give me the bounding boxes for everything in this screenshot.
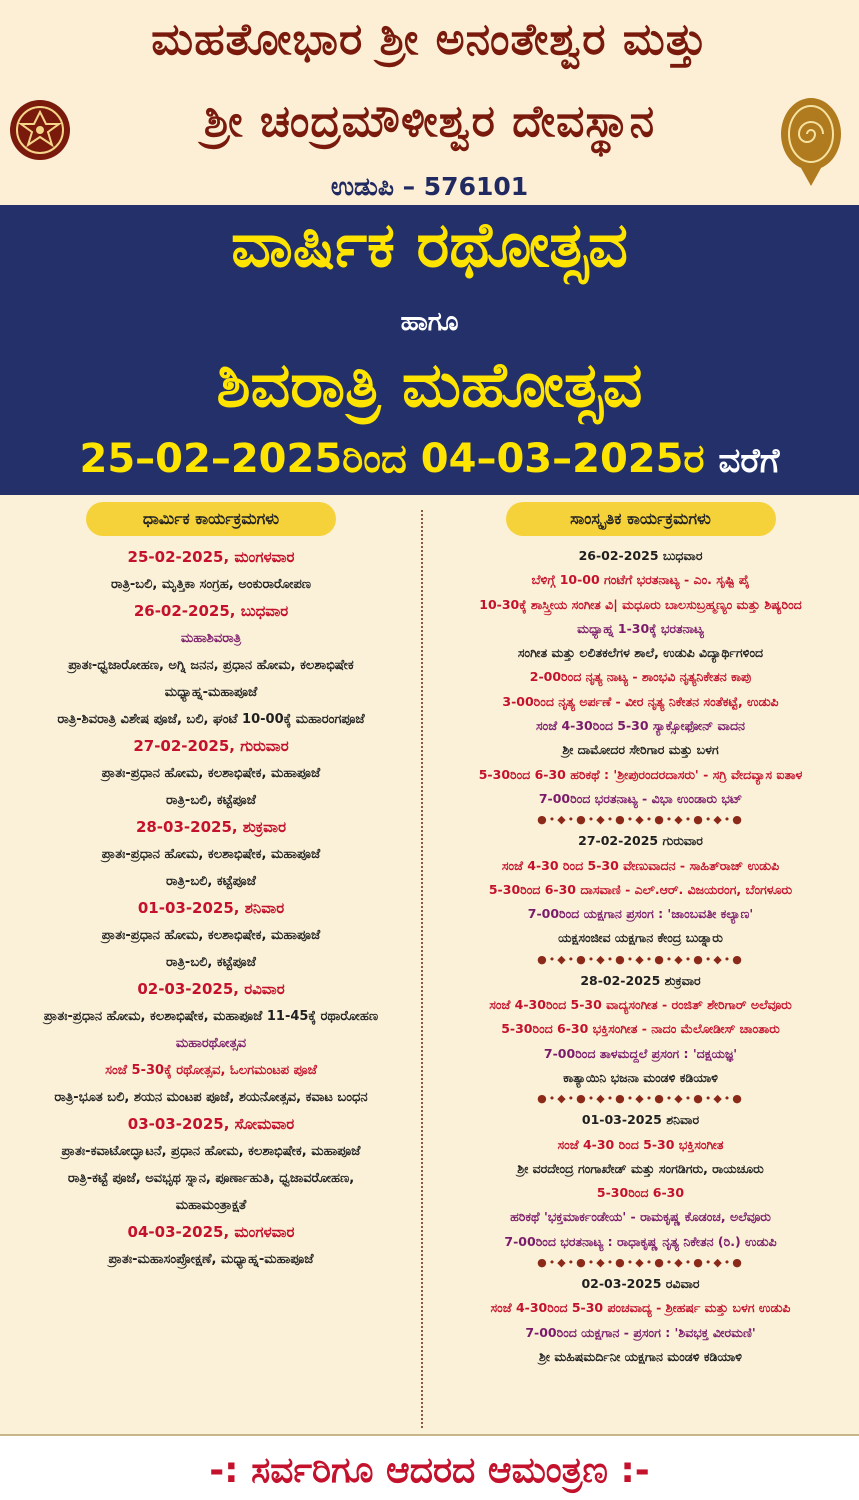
- date-range-text: 25–02–2025ರಿಂದ 04–03–2025ರ: [79, 436, 705, 482]
- schedule-date: 28-03-2025, ಶುಕ್ರವಾರ: [135, 818, 287, 836]
- day-divider: ●•◆•●•◆•●•◆•●•◆•●•◆•●: [537, 813, 744, 827]
- schedule-entry: ಪ್ರಾತಃ-ಪ್ರಧಾನ ಹೋಮ, ಕಲಶಾಭಿಷೇಕ, ಮಹಾಪೂಜೆ: [101, 766, 321, 781]
- schedule-entry: 3-00ರಿಂದ ನೃತ್ಯ ಅರ್ಪಣೆ - ವೀರ ನೃತ್ಯ ನಿಕೇತನ ಸಂತೆಕಟ್ಟೆ, ಉಡುಪಿ: [502, 693, 779, 709]
- schedule-entry: 5-30ರಿಂದ 6-30 ಹರಿಕಥೆ : 'ಶ್ರೀಪುರಂದರದಾಸರು' - ಸಗ್ರಿ ವೇದವ್ಯಾಸ ಐತಾಳ: [478, 766, 803, 782]
- schedule-entry: ಸಂಜೆ 4-30ರಿಂದ 5-30 ಪಂಚವಾದ್ಯ - ಶ್ರೀಹರ್ಷ ಮತ್ತು ಬಳಗ ಉಡುಪಿ: [490, 1300, 791, 1316]
- schedule-entry: ರಾತ್ರಿ-ಬಲಿ, ಮೃತ್ತಿಕಾ ಸಂಗ್ರಹ, ಅಂಕುರಾರೋಪಣ: [111, 577, 311, 592]
- schedule-entry: ಪ್ರಾತಃ-ಪ್ರಧಾನ ಹೋಮ, ಕಲಶಾಭಿಷೇಕ, ಮಹಾಪೂಜೆ 11-45ಕ್ಕೆ ರಥಾರೋಹಣ: [43, 1009, 379, 1024]
- schedule-date: 27-02-2025, ಗುರುವಾರ: [133, 737, 289, 755]
- schedule-entry: ರಾತ್ರಿ-ಕಟ್ಟೆ ಪೂಜೆ, ಅವಭೃಥ ಸ್ನಾನ, ಪೂರ್ಣಾಹುತಿ, ಧ್ವಜಾವರೋಹಣ,: [67, 1171, 355, 1186]
- schedule-entry: ಮಹಾಶಿವರಾತ್ರಿ: [180, 631, 242, 646]
- schedule-date: 27-02-2025 ಗುರುವಾರ: [578, 833, 703, 849]
- city-pincode: ಉಡುಪಿ – 576101: [330, 172, 529, 201]
- schedule-date: 01-03-2025 ಶನಿವಾರ: [581, 1112, 700, 1128]
- invitation-footer: [0, 1434, 859, 1500]
- schedule-entry: ಪ್ರಾತಃ-ಕವಾಟೋದ್ಘಾಟನೆ, ಪ್ರಧಾನ ಹೋಮ, ಕಲಶಾಭಿಷೇಕ, ಮಹಾಪೂಜೆ: [61, 1144, 361, 1159]
- schedule-entry: ಶ್ರೀ ದಾಮೋದರ ಸೇರಿಗಾರ ಮತ್ತು ಬಳಗ: [562, 742, 719, 758]
- schedule-entry: ಕಾತ್ಯಾಯಿನಿ ಭಜನಾ ಮಂಡಳಿ ಕಡಿಯಾಳಿ: [563, 1069, 718, 1085]
- schedule-entry: ಪ್ರಾತಃ-ಮಹಾಸಂಪ್ರೋಕ್ಷಣೆ, ಮಧ್ಯಾಹ್ನ-ಮಹಾಪೂಜೆ: [108, 1252, 314, 1267]
- schedule-entry: ಸಂಜೆ 4-30ರಿಂದ 5-30 ವಾದ್ಯಸಂಗೀತ - ರಂಜಿತ್ ಶೇರಿಗಾರ್ ಅಲೆವೂರು: [489, 997, 792, 1013]
- schedule-date: 26-02-2025, ಬುಧವಾರ: [133, 602, 289, 620]
- schedule-entry: ಮಹಾಮಂತ್ರಾಕ್ಷತೆ: [175, 1198, 247, 1213]
- schedule-entry: ಬೆಳಿಗ್ಗೆ 10-00 ಗಂಟೆಗೆ ಭರತನಾಟ್ಯ - ಎಂ. ಸೃಷ್ಟಿ ಪೈ: [531, 572, 750, 588]
- schedule-entry: 7-00ರಿಂದ ಭರತನಾಟ್ಯ : ರಾಧಾಕೃಷ್ಣ ನೃತ್ಯ ನಿಕೇತನ (ರಿ.) ಉಡುಪಿ: [504, 1233, 777, 1249]
- schedule-entry: ಪ್ರಾತಃ-ಪ್ರಧಾನ ಹೋಮ, ಕಲಶಾಭಿಷೇಕ, ಮಹಾಪೂಜೆ: [101, 847, 321, 862]
- schedule-entry: ಸಂಜೆ 4-30 ರಿಂದ 5-30 ವೇಣುವಾದನ - ಸಾಹಿತ್‌ರಾಜ್ ಉಡುಪಿ: [501, 857, 780, 873]
- schedule-date: 01-03-2025, ಶನಿವಾರ: [137, 899, 285, 917]
- temple-name-line1: ಮಹತೋಭಾರ ಶ್ರೀ ಅನಂತೇಶ್ವರ ಮತ್ತು: [151, 14, 708, 65]
- schedule-date: 04-03-2025, ಮಂಗಳವಾರ: [127, 1223, 295, 1241]
- temple-name-line2: ಶ್ರೀ ಚಂದ್ರಮೌಳೀಶ್ವರ ದೇವಸ್ಥಾನ: [203, 96, 656, 147]
- day-divider: ●•◆•●•◆•●•◆•●•◆•●•◆•●: [537, 1092, 744, 1106]
- schedule-entry: ಮಧ್ಯಾಹ್ನ 1-30ಕ್ಕೆ ಭರತನಾಟ್ಯ: [577, 620, 704, 636]
- banner-date-range: [0, 436, 859, 482]
- religious-programs-column: [6, 502, 416, 1434]
- schedule-entry: ಯಕ್ಷಸಂಜೀವ ಯಕ್ಷಗಾನ ಕೇಂದ್ರ ಬುಡ್ನಾರು: [558, 930, 723, 946]
- schedule-entry: ರಾತ್ರಿ-ಬಲಿ, ಕಟ್ಟೆಪೂಜೆ: [166, 955, 256, 970]
- schedule-entry: 7-00ರಿಂದ ಯಕ್ಷಗಾನ - ಪ್ರಸಂಗ : 'ಶಿವಭಕ್ತ ವೀರಮಣಿ': [525, 1324, 756, 1340]
- schedule-entry: 7-00ರಿಂದ ತಾಳಮದ್ದಲೆ ಪ್ರಸಂಗ : 'ದಕ್ಷಯಜ್ಞ': [543, 1045, 738, 1061]
- schedule-date: 02-03-2025 ರವಿವಾರ: [581, 1276, 700, 1292]
- temple-header: [0, 0, 859, 205]
- cultural-programs-column: [428, 502, 853, 1434]
- schedule-entry: 7-00ರಿಂದ ಭರತನಾಟ್ಯ - ವಿಭಾ ಉಂಡಾರು ಭಟ್: [538, 790, 743, 806]
- schedule-entry: ರಾತ್ರಿ-ಶಿವರಾತ್ರಿ ವಿಶೇಷ ಪೂಜೆ, ಬಲಿ, ಘಂಟೆ 10-00ಕ್ಕೆ ಮಹಾರಂಗಪೂಜೆ: [57, 712, 365, 727]
- schedule-entry: ರಾತ್ರಿ-ಬಲಿ, ಕಟ್ಟೆಪೂಜೆ: [166, 793, 256, 808]
- schedule-entry: 5-30ರಿಂದ 6-30 ಭಕ್ತಿಸಂಗೀತ - ನಾದಂ ಮೆಲೋಡೀಸ್ ಚಾಂತಾರು: [501, 1021, 780, 1037]
- banner-title-2: ಶಿವರಾತ್ರಿ ಮಹೋತ್ಸವ: [216, 348, 643, 421]
- schedule-entry: ಸಂಜೆ 5-30ಕ್ಕೆ ರಥೋತ್ಸವ, ಓಲಗಮಂಟಪ ಪೂಜೆ: [105, 1063, 317, 1078]
- day-divider: ●•◆•●•◆•●•◆•●•◆•●•◆•●: [537, 952, 744, 966]
- date-range-suffix: ವರೆಗೆ: [718, 441, 780, 481]
- schedule-entry: ಶ್ರೀ ವರದೇಂದ್ರ ಗಂಗಾಖೇಡ್ ಮತ್ತು ಸಂಗಡಿಗರು, ರಾಯಚೂರು: [517, 1160, 764, 1176]
- schedule-entry: 2-00ರಿಂದ ನೃತ್ಯ ನಾಟ್ಯ - ಶಾಂಭವಿ ನೃತ್ಯನಿಕೇತನ ಕಾಪು: [529, 669, 752, 685]
- schedule-date: 03-03-2025, ಸೋಮವಾರ: [127, 1115, 295, 1133]
- schedule-date: 02-03-2025, ರವಿವಾರ: [137, 980, 285, 998]
- schedule-entry: ಶ್ರೀ ಮಹಿಷಮರ್ದಿನೀ ಯಕ್ಷಗಾನ ಮಂಡಳಿ ಕಡಿಯಾಳಿ: [539, 1348, 742, 1364]
- schedule-date: 26-02-2025 ಬುಧವಾರ: [578, 548, 703, 563]
- schedule-entry: 7-00ರಿಂದ ಯಕ್ಷಗಾನ ಪ್ರಸಂಗ : 'ಜಾಂಬವತೀ ಕಲ್ಯಾಣ': [527, 906, 754, 922]
- schedule-date: 25-02-2025, ಮಂಗಳವಾರ: [127, 548, 295, 566]
- banner-title-1: ವಾರ್ಷಿಕ ರಥೋತ್ಸವ: [231, 208, 628, 281]
- schedule-entry: ಹರಿಕಥೆ 'ಭಕ್ತಮಾರ್ಕಂಡೇಯ' - ರಾಮಕೃಷ್ಣ ಕೊಡಂಚ, ಅಲೆವೂರು: [510, 1209, 771, 1225]
- schedule-entry: 10-30ಕ್ಕೆ ಶಾಸ್ತ್ರೀಯ ಸಂಗೀತ ವಿ| ಮಧೂರು ಬಾಲಸುಬ್ರಹ್ಮಣ್ಯಂ ಮತ್ತು ಶಿಷ್ಯರಿಂದ: [479, 596, 802, 612]
- cultural-programs-heading: ಸಾಂಸ್ಕೃತಿಕ ಕಾರ್ಯಕ್ರಮಗಳು: [506, 502, 776, 536]
- star-emblem-icon: [8, 98, 72, 162]
- schedule-entry: ಸಂಜೆ 4-30ರಿಂದ 5-30 ಸ್ಯಾಕ್ಸೋಫೋನ್ ವಾದನ: [536, 718, 745, 734]
- schedule-entry: ಪ್ರಾತಃ-ಧ್ವಜಾರೋಹಣ, ಅಗ್ನಿ ಜನನ, ಪ್ರಧಾನ ಹೋಮ, ಕಲಶಾಭಿಷೇಕ: [68, 658, 354, 673]
- schedule-entry: ಮಹಾರಥೋತ್ಸವ: [175, 1036, 247, 1051]
- schedule-entry: 5-30ರಿಂದ 6-30: [596, 1185, 685, 1201]
- schedule-entry: ರಾತ್ರಿ-ಭೂತ ಬಲಿ, ಶಯನ ಮಂಟಪ ಪೂಜೆ, ಶಯನೋತ್ಸವ, ಕವಾಟ ಬಂಧನ: [54, 1090, 368, 1105]
- schedule-entry: ಮಧ್ಯಾಹ್ನ-ಮಹಾಪೂಜೆ: [164, 685, 258, 700]
- schedule-entry: ಸಂಗೀತ ಮತ್ತು ಲಲಿತಕಲೆಗಳ ಶಾಲೆ, ಉಡುಪಿ ವಿದ್ಯಾರ್ಥಿಗಳಿಂದ: [517, 645, 764, 661]
- schedule-entry: ಪ್ರಾತಃ-ಪ್ರಧಾನ ಹೋಮ, ಕಲಶಾಭಿಷೇಕ, ಮಹಾಪೂಜೆ: [101, 928, 321, 943]
- schedule-entry: ರಾತ್ರಿ-ಬಲಿ, ಕಟ್ಟೆಪೂಜೆ: [166, 874, 256, 889]
- schedule-entry: 5-30ರಿಂದ 6-30 ದಾಸವಾಣಿ - ಎಲ್.ಆರ್. ವಿಜಯರಂಗ, ಬೆಂಗಳೂರು: [488, 881, 793, 897]
- conch-shell-icon: [775, 88, 847, 188]
- day-divider: ●•◆•●•◆•●•◆•●•◆•●•◆•●: [537, 1256, 744, 1270]
- schedule-entry: ಸಂಜೆ 4-30 ರಿಂದ 5-30 ಭಕ್ತಿಸಂಗೀತ: [557, 1136, 724, 1152]
- schedule-date: 28-02-2025 ಶುಕ್ರವಾರ: [580, 972, 701, 988]
- banner-conjunction: ಹಾಗೂ: [400, 307, 459, 337]
- religious-programs-heading: ಧಾರ್ಮಿಕ ಕಾರ್ಯಕ್ರಮಗಳು: [86, 502, 336, 536]
- column-divider: [421, 510, 423, 1428]
- invitation-text: -: ಸರ್ವರಿಗೂ ಆದರದ ಆಮಂತ್ರಣ :-: [209, 1450, 650, 1491]
